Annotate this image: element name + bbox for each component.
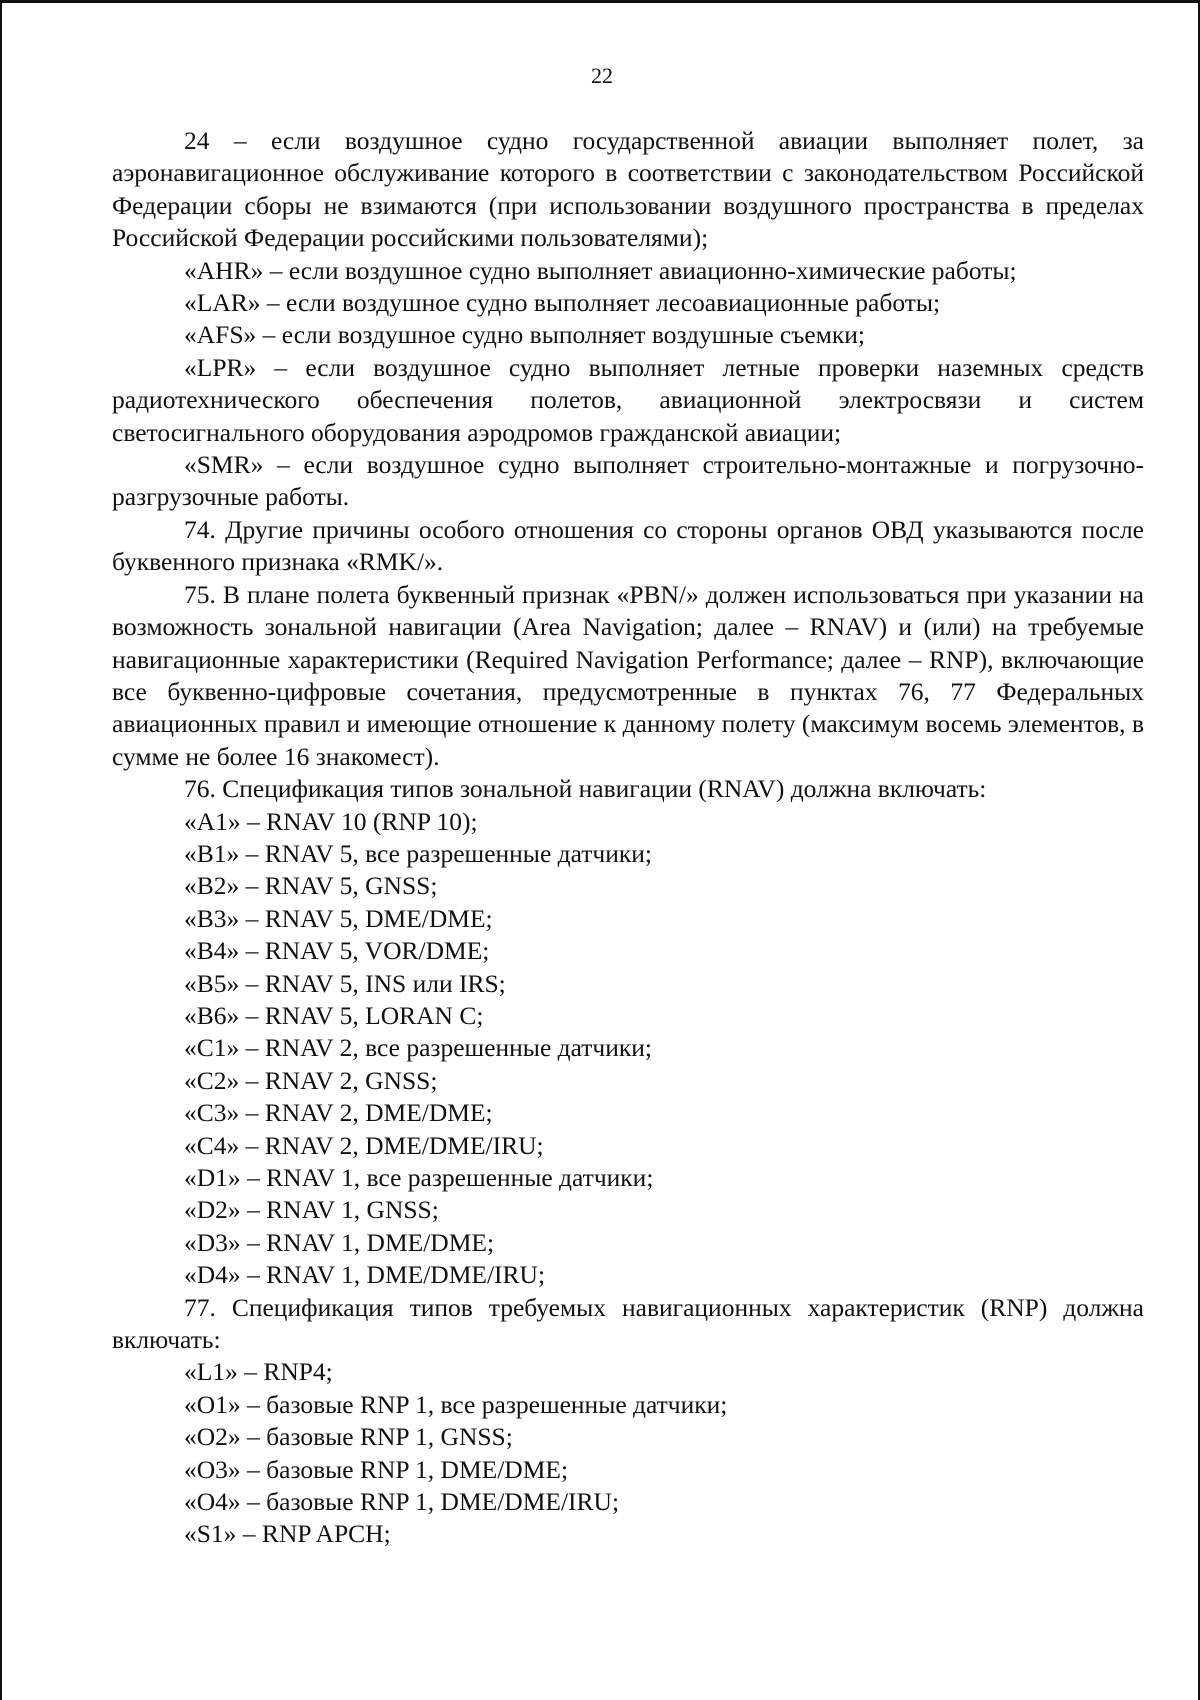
- paragraph-afs: «AFS» – если воздушное судно выполняет воздушные съемки;: [184, 320, 865, 350]
- paragraph-24: 24 – если воздушное судно государственной авиации выполняет полет, за аэронавигационное обслуживание которого в соответствии с законодательством Российской Федерации сборы не взимаются (при использовании воздушного пространства в пределах Российской Федерации российскими пользователями);: [112, 126, 1144, 253]
- rnp-list: [112, 1356, 1144, 1550]
- list-item: «O1» – базовые RNP 1, все разрешенные датчики;: [184, 1389, 728, 1419]
- paragraph-77: 77. Спецификация типов требуемых навигационных характеристик (RNP) должна включать:: [112, 1292, 1144, 1355]
- paragraph-lar: «LAR» – если воздушное судно выполняет лесоавиационные работы;: [184, 288, 941, 318]
- list-item: «B4» – RNAV 5, VOR/DME;: [184, 936, 490, 966]
- document-body: [112, 125, 1144, 1551]
- list-item: «B3» – RNAV 5, DME/DME;: [184, 903, 493, 933]
- paragraph-76: 76. Спецификация типов зональной навигации (RNAV) должна включать:: [184, 774, 987, 804]
- list-item: «D3» – RNAV 1, DME/DME;: [184, 1227, 495, 1257]
- list-item: «C2» – RNAV 2, GNSS;: [184, 1065, 438, 1095]
- list-item: «O3» – базовые RNP 1, DME/DME;: [184, 1454, 569, 1484]
- list-item: «B1» – RNAV 5, все разрешенные датчики;: [184, 838, 653, 868]
- paragraph-74: 74. Другие причины особого отношения со стороны органов ОВД указываются после буквенного признака «RMK/».: [112, 514, 1144, 577]
- list-item: «B5» – RNAV 5, INS или IRS;: [184, 968, 506, 998]
- paragraph-ahr: «AHR» – если воздушное судно выполняет авиационно-химические работы;: [184, 255, 1017, 285]
- paragraph-lpr: «LPR» – если воздушное судно выполняет летные проверки наземных средств радиотехнического обеспечения полетов, авиационной электросвязи и систем светосигнального оборудования аэродромов гражданской авиации;: [112, 352, 1144, 447]
- list-item: «S1» – RNP APCH;: [184, 1519, 391, 1549]
- list-item: «C3» – RNAV 2, DME/DME;: [184, 1098, 493, 1128]
- list-item: «A1» – RNAV 10 (RNP 10);: [184, 806, 478, 836]
- list-item: «B2» – RNAV 5, GNSS;: [184, 871, 438, 901]
- paragraph-75: 75. В плане полета буквенный признак «PBN/» должен использоваться при указании на возможность зональной навигации (Area Navigation; далее – RNAV) и (или) на требуемые навигационные характеристики (Required Navigation Performance; далее – RNP), включающие все буквенно-цифровые сочетания, предусмотренные в пунктах 76, 77 Федеральных авиационных правил и имеющие отношение к данному полету (максимум восемь элементов, в сумме не более 16 знакомест).: [112, 579, 1144, 771]
- list-item: «O2» – базовые RNP 1, GNSS;: [184, 1422, 513, 1452]
- list-item: «D4» – RNAV 1, DME/DME/IRU;: [184, 1260, 546, 1290]
- list-item: «D2» – RNAV 1, GNSS;: [184, 1195, 439, 1225]
- list-item: «C1» – RNAV 2, все разрешенные датчики;: [184, 1033, 653, 1063]
- page-number: 22: [591, 63, 613, 88]
- paragraph-smr: «SMR» – если воздушное судно выполняет строительно-монтажные и погрузочно-разгрузочные работы.: [112, 450, 1144, 512]
- list-item: «L1» – RNP4;: [184, 1357, 333, 1387]
- list-item: «D1» – RNAV 1, все разрешенные датчики;: [184, 1163, 654, 1192]
- list-item: «C4» – RNAV 2, DME/DME/IRU;: [184, 1130, 544, 1160]
- rnav-list: [112, 806, 1144, 1292]
- list-item: «B6» – RNAV 5, LORAN C;: [184, 1000, 484, 1030]
- list-item: «O4» – базовые RNP 1, DME/DME/IRU;: [184, 1487, 620, 1517]
